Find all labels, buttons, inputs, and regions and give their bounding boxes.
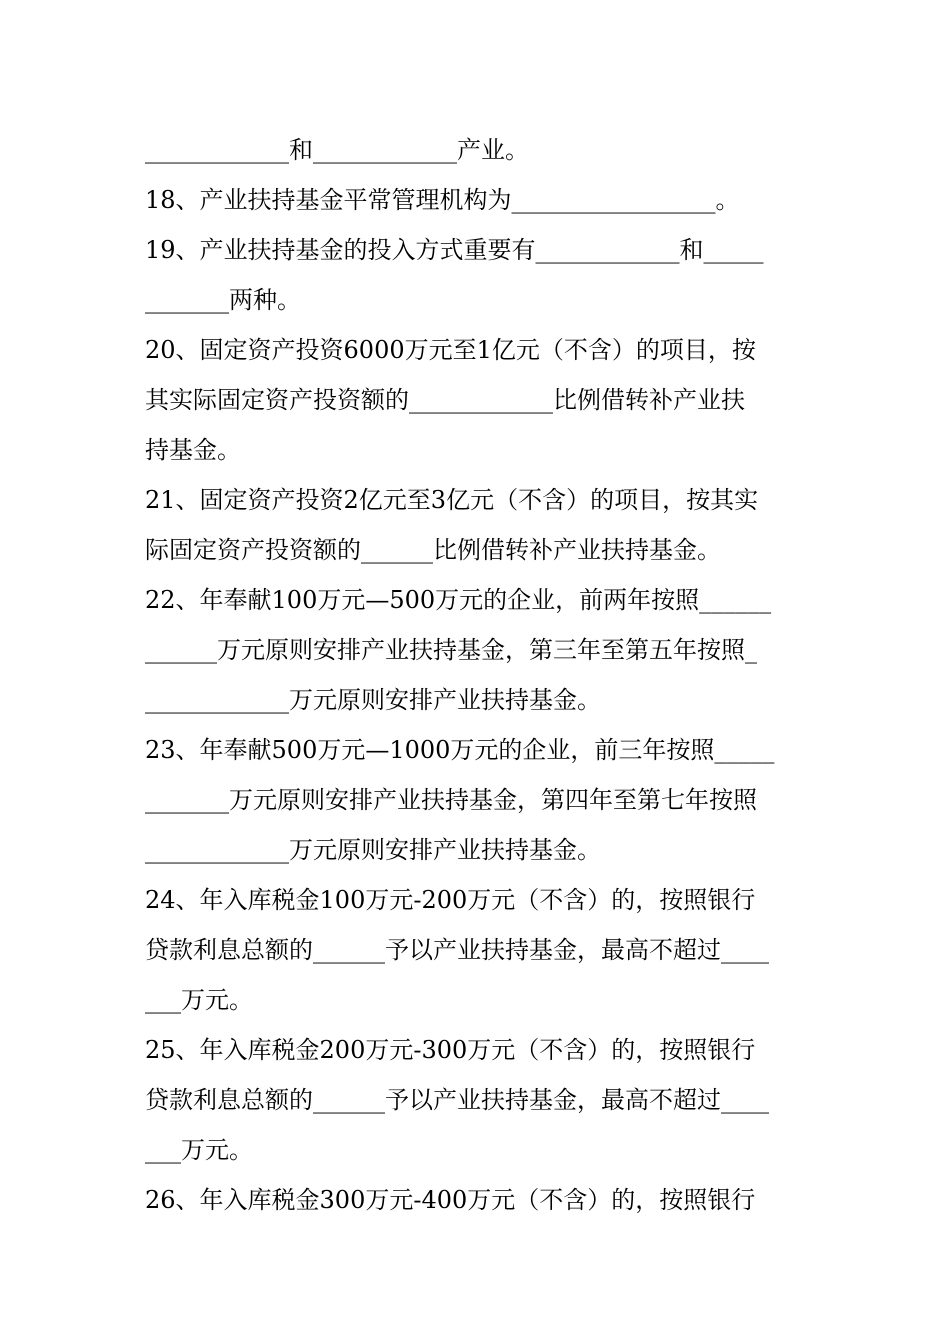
text-line: ____________和____________产业。 xyxy=(145,136,529,164)
text-line: 18、产业扶持基金平常管理机构为_________________。 xyxy=(145,186,740,214)
text-line: ___万元。 xyxy=(145,1136,253,1164)
text-line: 24、年入库税金100万元-200万元（不含）的，按照银行 xyxy=(145,886,756,914)
text-line: 贷款利息总额的______予以产业扶持基金，最高不超过____ xyxy=(145,936,769,964)
text-line: 22、年奉献100万元—500万元的企业，前两年按照______ xyxy=(145,586,772,614)
text-line: _______万元原则安排产业扶持基金，第四年至第七年按照 xyxy=(145,786,757,814)
text-line: 际固定资产投资额的______比例借转补产业扶持基金。 xyxy=(145,536,721,564)
text-line: ____________万元原则安排产业扶持基金。 xyxy=(145,686,601,714)
text-line: 26、年入库税金300万元-400万元（不含）的，按照银行 xyxy=(145,1186,756,1214)
text-line: ___万元。 xyxy=(145,986,253,1014)
text-line: 20、固定资产投资6000万元至1亿元（不含）的项目，按 xyxy=(145,336,756,364)
text-line: 25、年入库税金200万元-300万元（不含）的，按照银行 xyxy=(145,1036,756,1064)
text-line: 23、年奉献500万元—1000万元的企业，前三年按照_____ xyxy=(145,736,775,764)
text-line: 贷款利息总额的______予以产业扶持基金，最高不超过____ xyxy=(145,1086,769,1114)
text-line: 21、固定资产投资2亿元至3亿元（不含）的项目，按其实 xyxy=(145,486,759,514)
text-line: _______两种。 xyxy=(145,286,301,314)
text-line: ______万元原则安排产业扶持基金，第三年至第五年按照_ xyxy=(145,636,757,664)
text-line: 其实际固定资产投资额的____________比例借转补产业扶 xyxy=(145,386,745,414)
text-line: 19、产业扶持基金的投入方式重要有____________和_____ xyxy=(145,236,764,264)
text-line: ____________万元原则安排产业扶持基金。 xyxy=(145,836,601,864)
text-line: 持基金。 xyxy=(145,436,241,464)
